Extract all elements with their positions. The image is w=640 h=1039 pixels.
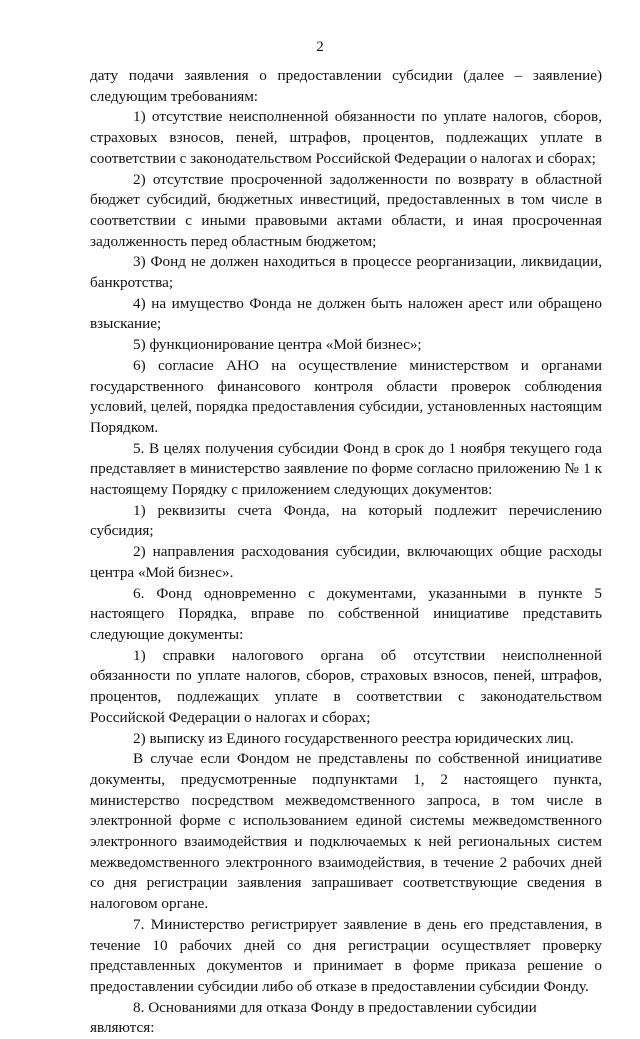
page-number: 2 [316,39,324,55]
paragraph-requirement-6: 6) согласие АНО на осуществление министерством и органами государственного финансового контроля области проверок соблюдения условий, целей, порядка предоставления субсидии, установленных настоящим Порядком. [90,356,602,436]
paragraph-clause-5-item-1: 1) реквизиты счета Фонда, на который подлежит перечислению субсидия; [90,501,602,540]
paragraph-clause-7: 7. Министерство регистрирует заявление в день его представления, в течение 10 рабочих дней со дня регистрации осуществляет проверку представленных документов и принимает в форме приказа решение о предоставлении субсидии либо об отказе в предоставлении субсидии Фонду. [90,915,602,995]
paragraph-clause-5-item-2: 2) направления расходования субсидии, включающих общие расходы центра «Мой бизнес». [90,543,602,581]
paragraph-requirement-3: 3) Фонд не должен находиться в процессе реорганизации, ликвидации, банкротства; [90,253,602,292]
paragraph-requirement-1: 1) отсутствие неисполненной обязанности по уплате налогов, сборов, страховых взносов, пеней, штрафов, процентов, подлежащих уплате в соответствии с законодательством Российской Федерации о налогах и сборах; [90,108,602,167]
paragraph-clause-8: 8. Основаниями для отказа Фонду в предоставлении субсидии являются: [90,998,537,1037]
paragraph-requirement-4: 4) на имущество Фонда не должен быть наложен арест или обращено взыскание; [90,294,602,333]
paragraph-clause-6-item-1: 1) справки налогового органа об отсутствии неисполненной обязанности по уплате налогов, сборов, страховых взносов, пеней, штрафов, процентов, подлежащих уплате в соответствии с законодательством Российской Федерации о налогах и сборах; [90,646,602,726]
paragraph-continuation: дату подачи заявления о предоставлении субсидии (далее – заявление) следующим требованиям: [90,67,602,105]
paragraph-requirement-2: 2) отсутствие просроченной задолженности по возврату в областной бюджет субсидий, бюджетных инвестиций, предоставленных в том числе в соответствии с иными правовыми актами области, и иная просроченная задолженность перед областным бюджетом; [90,170,602,250]
paragraph-requirement-5: 5) функционирование центра «Мой бизнес»; [133,336,422,354]
paragraph-clause-6-fallback: В случае если Фондом не представлены по собственной инициативе документы, предусмотренные подпунктами 1, 2 настоящего пункта, министерство посредством межведомственного запроса, в том числе в электронной форме с использованием единой системы межведомственного электронного взаимодействия и подключаемых к ней региональных систем межведомственного электронного взаимодействия, в течение 2 рабочих дней со дня регистрации заявления запрашивает соответствующие сведения в налоговом органе. [90,750,602,913]
paragraph-clause-6-item-2: 2) выписку из Единого государственного реестра юридических лиц. [133,729,574,747]
paragraph-clause-5: 5. В целях получения субсидии Фонд в срок до 1 ноября текущего года представляет в министерство заявление по форме согласно приложению № 1 к настоящему Порядку с приложением следующих документов: [90,439,602,499]
paragraph-clause-6: 6. Фонд одновременно с документами, указанными в пункте 5 настоящего Порядка, вправе по собственной инициативе представить следующие документы: [90,584,602,643]
document-body [90,66,602,1039]
